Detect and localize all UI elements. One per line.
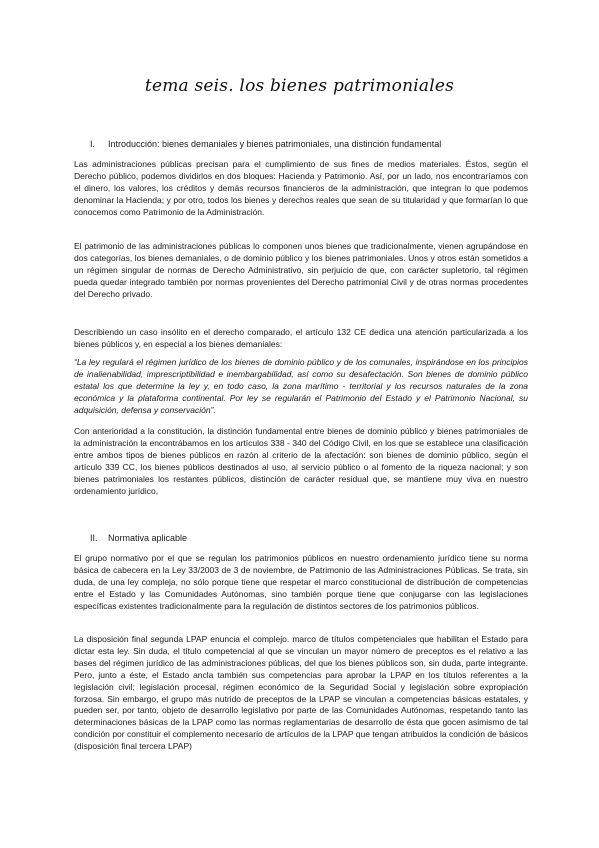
paragraph: Describiendo un caso insólito en el derecho comparado, el artículo 132 CE dedica una atención particularizada a los bienes públicos y, en especial a los bienes demaniales: [74,327,528,349]
constitution-quote: “La ley regulará el régimen jurídico de los bienes de dominio público y de los comunales, inspirándose en los principios de inalienabilidad, imprescriptibilidad e inembargabilidad, así como su desafectación. Son bienes de dominio público estatal los que determine la ley y, en todo caso, la zona marítimo - territorial y los recursos naturales de la zona económica y la plataforma continental. Por ley se regularán el Patrimonio del Estado y el Patrimonio Nacional, su adquisición, defensa y conservación”. [74,357,528,415]
section-heading-introduccion [90,139,441,149]
paragraph: Las administraciones públicas precisan para el cumplimiento de sus fines de medios materiales. Éstos, según el Derecho público, podemos dividirlos en dos bloques: Hacienda y Patrimonio. Así, por un lado, nos encontraríamos con el dinero, los valores, los créditos y demás recursos financieros de la administración, que integran lo que podemos denominar la Hacienda; y por otro, todos los bienes y derechos reales que sean de su titularidad y que formarían lo que conocemos como Patrimonio de la Administración. [74,159,528,217]
section-number: II. [90,533,98,543]
paragraph: La disposición final segunda LPAP enuncia el complejo. marco de títulos competenciales que habilitan el Estado para dictar esta ley. Sin duda, el título competencial al que se vinculan un mayor número de preceptos es el relativo a las bases del régimen jurídico de las administraciones públicas, del que los bienes públicos son, sin duda, parte integrante. Pero, junto a éste, el Estado ancla también sus competencias para aprobar la LPAP en los títulos referentes a la legislación civil; legislación procesal, régimen económico de la Seguridad Social y legislación sobre expropiación forzosa. Sin embargo, el grupo más nutrido de preceptos de la LPAP se vinculan a competencias básicas estatales, y pueden ser, por tanto, objeto de desarrollo legislativo por parte de las Comunidades Autónomas, respetando tanto las determinaciones básicas de la LPAP como las normas reglamentarias de desarrollo de ésta que gocen asimismo de tal condición por constituir el complemento necesario de artículos de la LPAP que tengan atribuidos la condición de básicos (disposición final tercera LPAP) [74,634,528,752]
paragraph: El grupo normativo por el que se regulan los patrimonios públicos en nuestro ordenamiento jurídico tiene su norma básica de cabecera en la Ley 33/2003 de 3 de noviembre, de Patrimonio de las Administraciones Públicas. Se trata, sin duda, de una ley compleja, no sólo porque tiene que respetar el marco constitucional de distribución de competencias entre el Estado y las Comunidades Autónomas, sino también porque tiene que conjugarse con las legislaciones específicas existentes tradicionalmente para la regulación de distintos sectores de los patrimonios públicos. [74,553,528,611]
paragraph: El patrimonio de las administraciones públicas lo componen unos bienes que tradicionalmente, vienen agrupándose en dos categorías, los bienes demaniales, o de dominio público y los bienes patrimoniales. Unos y otros están sometidos a un régimen singular de normas de Derecho Administrativo, sin perjuicio de que, con carácter supletorio, tal régimen pueda quedar integrado también por normas provenientes del Derecho patrimonial Civil y de otras normas procedentes del Derecho privado. [74,241,528,299]
paragraph: Con anterioridad a la constitución, la distinción fundamental entre bienes de dominio público y bienes patrimoniales de la administración la encontrábamos en los artículos 338 - 340 del Código Civil, en los que se establece una clasificación entre ambos tipos de bienes públicos en razón al criterio de la afectación: son bienes de dominio público, según el artículo 339 CC, los bienes públicos destinados al uso, al servicio público o al fomento de la riqueza nacional; y son bienes patrimoniales los restantes públicos, distinción de carácter residual que, se mantiene muy viva en nuestro ordenamiento jurídico, [74,426,528,496]
section-heading-normativa [90,533,187,543]
document-title: tema seis. los bienes patrimoniales [144,76,455,96]
section-title: Introducción: bienes demaniales y bienes patrimoniales, una distinción fundamental [108,139,442,149]
section-title: Normativa aplicable [108,533,188,543]
section-number: I. [90,139,96,149]
